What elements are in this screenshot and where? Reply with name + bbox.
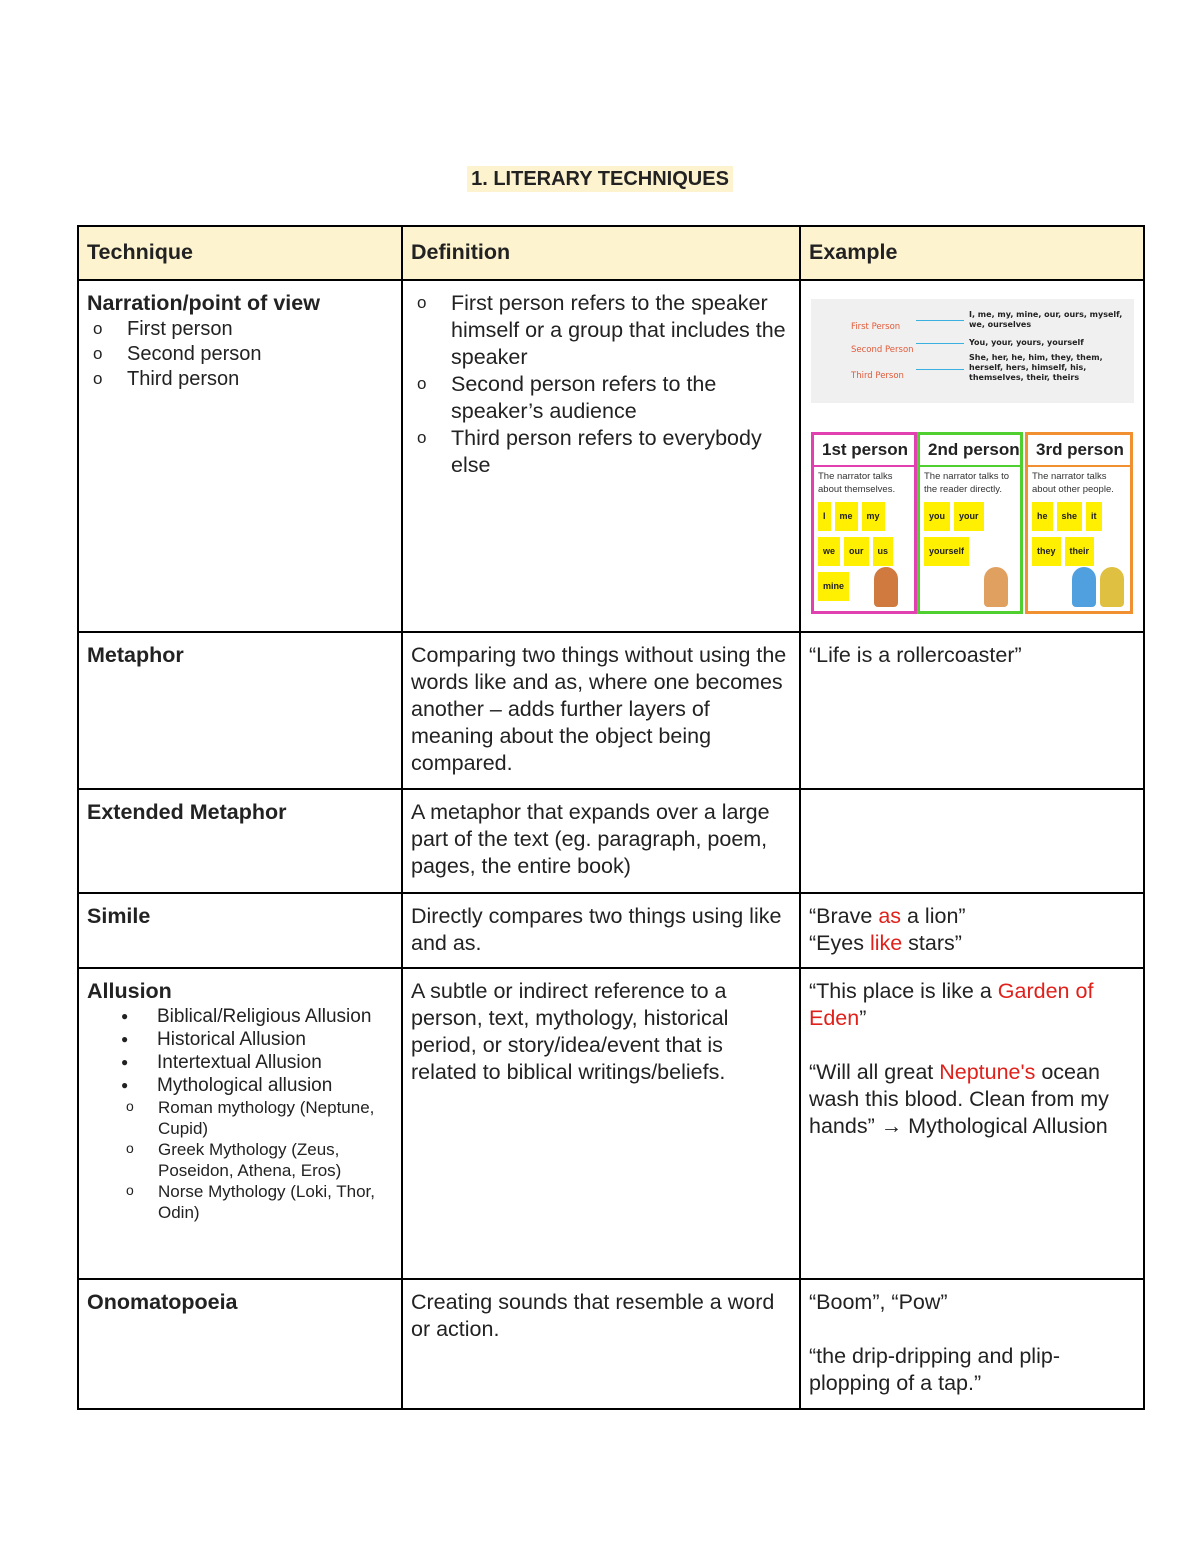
page-title: 1. LITERARY TECHNIQUES (0, 168, 1200, 191)
definition-cell: Directly compares two things using like and as. (402, 893, 800, 968)
child-illustration (1100, 567, 1124, 607)
pronoun-chip: they (1032, 537, 1061, 566)
pronoun-chip: yourself (924, 537, 969, 566)
technique-cell: Onomatopoeia (78, 1279, 402, 1409)
list-item: o Second person (127, 342, 393, 367)
list-item: ● Intertextual Allusion (157, 1051, 393, 1074)
list-item: ● Historical Allusion (157, 1028, 393, 1051)
person-cards (811, 432, 1134, 612)
definition-cell: Creating sounds that resemble a word or action. (402, 1279, 800, 1409)
definition-cell (402, 280, 800, 632)
pronoun-chip: mine (818, 572, 849, 601)
header-example: Example (800, 226, 1144, 280)
child-illustration (984, 567, 1008, 607)
header-definition: Definition (402, 226, 800, 280)
pronoun-chip: me (835, 502, 858, 531)
pronoun-chip: your (954, 502, 984, 531)
table-row (78, 893, 1144, 968)
table-row (78, 1279, 1144, 1409)
chart-label: Second Person (851, 345, 914, 355)
list-item: ● Biblical/Religious Allusion (157, 1005, 393, 1028)
table-row (78, 968, 1144, 1279)
technique-cell: Simile (78, 893, 402, 968)
card-first-person: 1st person The narrator talks about themselves. I me mywe our usmine (811, 432, 917, 614)
mythology-list (87, 1097, 393, 1223)
technique-name: Narration/point of view (87, 291, 320, 315)
list-item: o First person (127, 317, 393, 342)
list-item: ● Mythological allusion o Roman mythology (Neptune, Cupid) o Greek Mythology (Zeus, Poseidon, Athena, Eros) o Norse Mythology (Loki, Thor, Odin) (157, 1074, 393, 1223)
example-cell: “Life is a rollercoaster” (800, 632, 1144, 789)
subitem-list (87, 1005, 393, 1223)
technique-cell: Allusion ● Biblical/Religious Allusion ● Historical Allusion ● Intertextual Allusion ● Mythological allusion o Roman mythology (Neptune, Cupid) o Greek Mythology (Zeus, Poseidon, Athena, Eros) o Norse Mythology (Loki, Thor, Odin) (78, 968, 402, 1279)
techniques-table (77, 225, 1145, 1410)
example-cell (800, 280, 1144, 632)
chart-label: First Person (851, 322, 901, 332)
technique-cell (78, 280, 402, 632)
definition-cell: A subtle or indirect reference to a person, text, mythology, historical period, or story/idea/event that is related to biblical writings/beliefs. (402, 968, 800, 1279)
header-row (78, 226, 1144, 280)
list-item: o Norse Mythology (Loki, Thor, Odin) (158, 1181, 393, 1223)
definition-list (411, 290, 791, 479)
chart-words: I, me, my, mine, our, ours, myself, we, ourselves (969, 310, 1123, 329)
technique-cell: Extended Metaphor (78, 789, 402, 893)
pronoun-chip: you (924, 502, 950, 531)
card-third-person: 3rd person The narrator talks about other people. he she itthey their (1025, 432, 1133, 614)
card-second-person: 2nd person The narrator talks to the reader directly. you youryourself (917, 432, 1023, 614)
definition-cell: Comparing two things without using the words like and as, where one becomes another – adds further layers of meaning about the object being compared. (402, 632, 800, 789)
table-row (78, 632, 1144, 789)
list-item: o Second person refers to the speaker’s audience (451, 371, 791, 425)
example-cell (800, 789, 1144, 893)
arrow-icon (916, 343, 964, 344)
example-cell: “This place is like a Garden of Eden” “Will all great Neptune's ocean wash this blood. Clean from my hands” → Mythological Allusion (800, 968, 1144, 1279)
chart-words: She, her, he, him, they, them, herself, hers, himself, his, themselves, their, theirs (969, 353, 1103, 382)
arrow-icon (916, 369, 964, 370)
header-technique: Technique (78, 226, 402, 280)
pronoun-chip: us (873, 537, 894, 566)
arrow-icon (916, 320, 964, 321)
pronoun-chip: my (862, 502, 885, 531)
list-item: o Third person (127, 367, 393, 392)
table-row (78, 789, 1144, 893)
table-row (78, 280, 1144, 632)
pronoun-chip: their (1065, 537, 1095, 566)
pronoun-chip: I (818, 502, 831, 531)
chart-label: Third Person (851, 371, 904, 381)
list-item: o Roman mythology (Neptune, Cupid) (158, 1097, 393, 1139)
pronoun-chip: she (1057, 502, 1083, 531)
technique-cell: Metaphor (78, 632, 402, 789)
pronoun-chip: our (844, 537, 869, 566)
definition-cell: A metaphor that expands over a large part of the text (eg. paragraph, poem, pages, the entire book) (402, 789, 800, 893)
example-cell: “Boom”, “Pow” “the drip-dripping and plip-plopping of a tap.” (800, 1279, 1144, 1409)
child-illustration (1072, 567, 1096, 607)
example-cell: “Brave as a lion” “Eyes like stars” (800, 893, 1144, 968)
list-item: o Greek Mythology (Zeus, Poseidon, Athena, Eros) (158, 1139, 393, 1181)
chart-words: You, your, yours, yourself (969, 338, 1084, 347)
pronoun-chip: he (1032, 502, 1053, 531)
child-illustration (874, 567, 898, 607)
pronoun-chart (811, 299, 1134, 403)
point-of-view-image (811, 299, 1134, 609)
subitem-list (87, 317, 393, 392)
pronoun-chip: it (1086, 502, 1102, 531)
list-item: o First person refers to the speaker himself or a group that includes the speaker (451, 290, 791, 371)
pronoun-chip: we (818, 537, 840, 566)
list-item: o Third person refers to everybody else (451, 425, 791, 479)
